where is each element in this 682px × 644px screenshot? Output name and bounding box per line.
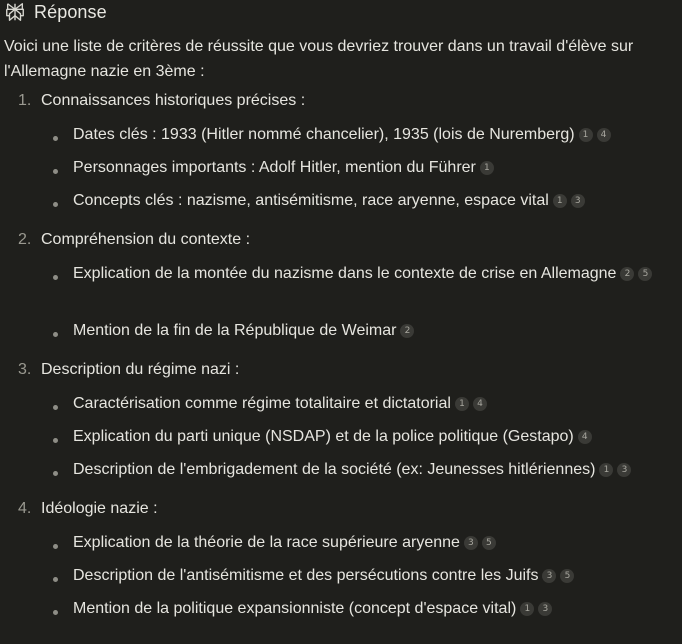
bullet-dot	[53, 610, 58, 615]
list-item	[73, 262, 669, 286]
citation-badge[interactable]: 5	[560, 569, 574, 583]
section-number: 3.	[18, 361, 32, 378]
citation-badge[interactable]: 2	[620, 267, 634, 281]
citation-badge[interactable]: 1	[455, 397, 469, 411]
bullet-dot	[53, 275, 58, 280]
intro-paragraph: Voici une liste de critères de réussite que vous devriez trouver dans un travail d'élève sur l'Allemagne nazie en 3ème :	[4, 38, 634, 80]
answer-title: Réponse	[34, 1, 107, 22]
list-item-text: Caractérisation comme régime totalitaire et dictatorial	[73, 395, 451, 412]
list-item	[73, 425, 673, 449]
list-item-text: Dates clés : 1933 (Hitler nommé chancelier), 1935 (lois de Nuremberg)	[73, 126, 575, 143]
citation-badge[interactable]: 3	[571, 194, 585, 208]
list-item	[73, 564, 673, 588]
citation-badge[interactable]: 5	[482, 536, 496, 550]
citation-badge[interactable]: 3	[538, 602, 552, 616]
section-number: 2.	[18, 231, 32, 248]
bullet-dot	[53, 169, 58, 174]
list-item-text: Mention de la fin de la République de Weimar	[73, 322, 397, 339]
citation-badge[interactable]: 1	[480, 161, 494, 175]
section-number: 4.	[18, 500, 32, 517]
list-item	[73, 189, 673, 213]
list-item	[73, 597, 673, 621]
list-item	[73, 458, 673, 482]
list-item	[73, 123, 673, 147]
citation-badge[interactable]: 4	[597, 128, 611, 142]
bullet-dot	[53, 332, 58, 337]
citation-badge[interactable]: 1	[599, 463, 613, 477]
list-item-text: Concepts clés : nazisme, antisémitisme, race aryenne, espace vital	[73, 192, 549, 209]
list-item	[73, 531, 673, 555]
list-item	[73, 392, 673, 416]
citation-badge[interactable]: 2	[400, 324, 414, 338]
bullet-dot	[53, 577, 58, 582]
section-title: Idéologie nazie :	[41, 500, 158, 517]
list-item-text: Personnages importants : Adolf Hitler, mention du Führer	[73, 159, 476, 176]
list-item-text: Explication du parti unique (NSDAP) et de la police politique (Gestapo)	[73, 428, 574, 445]
list-item	[73, 319, 673, 343]
citation-badge[interactable]: 3	[542, 569, 556, 583]
citation-badge[interactable]: 4	[578, 430, 592, 444]
list-item	[73, 156, 673, 180]
bullet-dot	[53, 471, 58, 476]
bullet-dot	[53, 438, 58, 443]
bullet-dot	[53, 136, 58, 141]
bullet-dot	[53, 544, 58, 549]
answer-header	[4, 0, 107, 24]
section-number: 1.	[18, 92, 32, 109]
citation-badge[interactable]: 4	[473, 397, 487, 411]
list-item-text: Explication de la montée du nazisme dans le contexte de crise en Allemagne	[73, 265, 617, 282]
section-title: Connaissances historiques précises :	[41, 92, 306, 109]
list-item-text: Description de l'embrigadement de la société (ex: Jeunesses hitlériennes)	[73, 461, 596, 478]
citation-badge[interactable]: 1	[553, 194, 567, 208]
citation-badge[interactable]: 3	[464, 536, 478, 550]
section-title: Compréhension du contexte :	[41, 231, 251, 248]
list-item-text: Mention de la politique expansionniste (concept d'espace vital)	[73, 600, 517, 617]
citation-badge[interactable]: 1	[579, 128, 593, 142]
citation-badge[interactable]: 5	[638, 267, 652, 281]
list-item-text: Explication de la théorie de la race supérieure aryenne	[73, 534, 460, 551]
list-item-text: Description de l'antisémitisme et des persécutions contre les Juifs	[73, 567, 539, 584]
perplexity-logo-icon	[4, 1, 26, 23]
section-title: Description du régime nazi :	[41, 361, 240, 378]
citation-badge[interactable]: 1	[520, 602, 534, 616]
bullet-dot	[53, 405, 58, 410]
citation-badge[interactable]: 3	[617, 463, 631, 477]
bullet-dot	[53, 202, 58, 207]
